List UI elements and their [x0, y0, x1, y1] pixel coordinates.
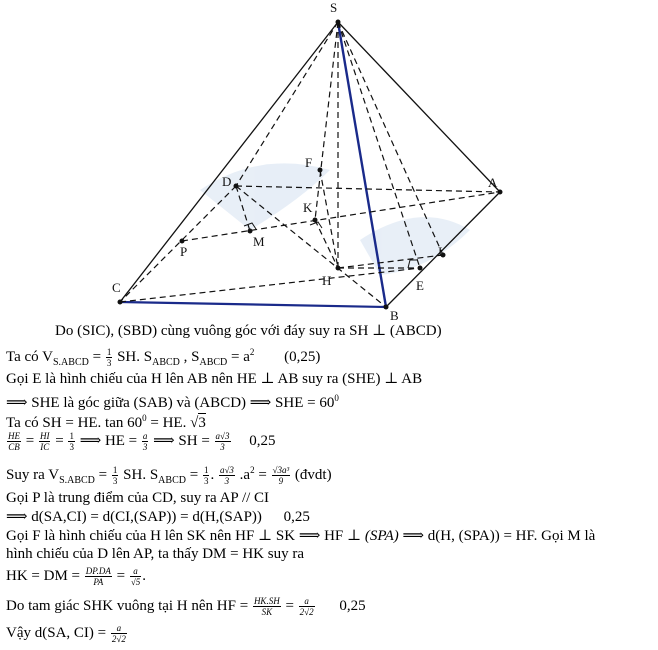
- den: 3: [224, 476, 230, 487]
- num: 1: [112, 465, 118, 476]
- label-m: M: [253, 234, 265, 249]
- sub: S.ABCD: [53, 357, 89, 368]
- line-6: [6, 431, 276, 452]
- text: =: [185, 467, 202, 483]
- den: √5: [130, 577, 141, 587]
- den: IC: [40, 442, 50, 452]
- line-5: [6, 410, 206, 432]
- label-d: D: [222, 174, 232, 189]
- label-f: F: [305, 155, 313, 170]
- text: Suy ra V: [6, 467, 60, 483]
- num: √3a³: [272, 465, 290, 476]
- label-s: S: [330, 0, 338, 15]
- fraction: [85, 566, 112, 587]
- num: 1: [106, 347, 112, 358]
- text: ⟹ HE =: [75, 432, 141, 449]
- text: .a: [235, 467, 251, 483]
- line-14: [6, 623, 128, 644]
- den: 3: [203, 476, 209, 487]
- text: SH. S: [113, 349, 153, 365]
- text: ⟹ SHE là góc giữa (SAB) và (ABCD) ⟹ SHE = 60: [6, 395, 335, 411]
- text: =: [22, 432, 38, 449]
- fraction: [142, 431, 149, 452]
- text: .: [210, 467, 218, 483]
- fraction: [253, 596, 281, 617]
- den: SK: [261, 607, 273, 617]
- fraction: [219, 465, 235, 486]
- fraction: [111, 623, 127, 644]
- line-2: [6, 344, 320, 371]
- label-h: H: [322, 273, 332, 288]
- text: ⟹ d(H, (SPA)) = HF. Gọi M là: [398, 528, 596, 544]
- sup: 2: [250, 465, 255, 475]
- text: (đvdt): [291, 467, 332, 483]
- text: =: [94, 467, 111, 483]
- text: SH. S: [119, 467, 159, 483]
- den: 3: [142, 442, 148, 452]
- den: 9: [278, 476, 284, 487]
- sub: ABCD: [152, 357, 180, 368]
- line-1: Do (SIC), (SBD) cùng vuông góc với đáy suy ra SH ⊥ (ABCD): [55, 323, 442, 339]
- line-12: [6, 566, 146, 587]
- text: = HE. √: [146, 415, 199, 431]
- fraction: [130, 566, 141, 587]
- line-10: [6, 528, 595, 545]
- text: ⟹ SH =: [149, 432, 214, 449]
- den: 3: [112, 476, 118, 487]
- line-4: [6, 390, 339, 412]
- fraction: [106, 347, 113, 368]
- sup: 0: [142, 413, 147, 423]
- num: a: [299, 596, 315, 607]
- den: PA: [93, 577, 104, 587]
- num: HK.SH: [253, 596, 280, 606]
- sub: ABCD: [199, 357, 228, 368]
- line-11: hình chiếu của D lên AP, ta thấy DM = HK suy ra: [6, 546, 304, 562]
- label-b: B: [390, 308, 399, 323]
- fraction: [39, 431, 51, 452]
- label-i: I: [438, 244, 443, 259]
- line-3: Gọi E là hình chiếu của H lên AB nên HE ⊥ AB suy ra (SHE) ⊥ AB: [6, 371, 423, 387]
- score: 0,25: [283, 509, 310, 525]
- den: 3: [69, 442, 74, 452]
- num: a: [142, 431, 148, 441]
- sub: ABCD: [158, 475, 186, 486]
- line-7: [6, 462, 332, 489]
- num: DP.DA: [85, 566, 111, 576]
- text: =: [88, 349, 105, 365]
- fraction: [299, 596, 315, 617]
- text: =: [254, 467, 271, 483]
- sqrt: 3: [198, 415, 206, 431]
- fraction: [203, 465, 210, 486]
- den: 3: [106, 358, 112, 369]
- edge-cb-bold: [120, 302, 386, 307]
- text: (SPA): [364, 528, 399, 544]
- text: Do tam giác SHK vuông tại H nên HF =: [6, 597, 252, 614]
- text: Vậy d(SA, CI) =: [6, 624, 110, 641]
- fraction: [215, 431, 231, 452]
- watermark: [200, 163, 470, 275]
- line-9: [6, 509, 310, 526]
- sub: S.ABCD: [59, 475, 95, 486]
- label-k: K: [303, 200, 313, 215]
- den: 3: [220, 442, 225, 452]
- line-13: [6, 596, 366, 617]
- text: ⟹ d(SA,CI) = d(CI,(SAP)) = d(H,(SAP)): [6, 509, 262, 525]
- text: =: [112, 567, 129, 584]
- score: 0,25: [339, 597, 366, 614]
- num: 1: [69, 431, 74, 441]
- fraction: [272, 465, 291, 486]
- text: Ta có V: [6, 349, 53, 365]
- num: a: [130, 566, 141, 577]
- label-p: P: [180, 244, 188, 259]
- text: =: [281, 597, 298, 614]
- den: CB: [8, 442, 20, 452]
- sup: 2: [249, 347, 255, 357]
- fraction: [112, 465, 119, 486]
- sup: 0: [334, 393, 339, 403]
- label-a: A: [488, 175, 498, 190]
- score: 0,25: [249, 432, 276, 449]
- text: HK = DM =: [6, 567, 84, 584]
- num: a√3: [219, 465, 234, 476]
- num: a√3: [215, 431, 230, 441]
- text: Ta có SH = HE. tan 60: [6, 415, 143, 431]
- label-c: C: [112, 280, 121, 295]
- den: 2√2: [299, 607, 314, 617]
- text: , S: [179, 349, 200, 365]
- num: 1: [203, 465, 209, 476]
- fraction: [68, 431, 75, 452]
- num: HI: [39, 431, 50, 441]
- line-8: Gọi P là trung điểm của CD, suy ra AP // CI: [6, 490, 270, 506]
- fraction: [7, 431, 21, 452]
- label-e: E: [416, 278, 424, 293]
- score: (0,25): [284, 349, 321, 365]
- text: .: [142, 567, 147, 584]
- text: =: [51, 432, 68, 449]
- text: = a: [227, 349, 250, 365]
- num: HE: [8, 431, 20, 441]
- text: Gọi F là hình chiếu của H lên SK nên HF ⊥ SK ⟹ HF ⊥: [6, 528, 365, 544]
- num: a: [111, 623, 127, 634]
- den: 2√2: [111, 634, 126, 644]
